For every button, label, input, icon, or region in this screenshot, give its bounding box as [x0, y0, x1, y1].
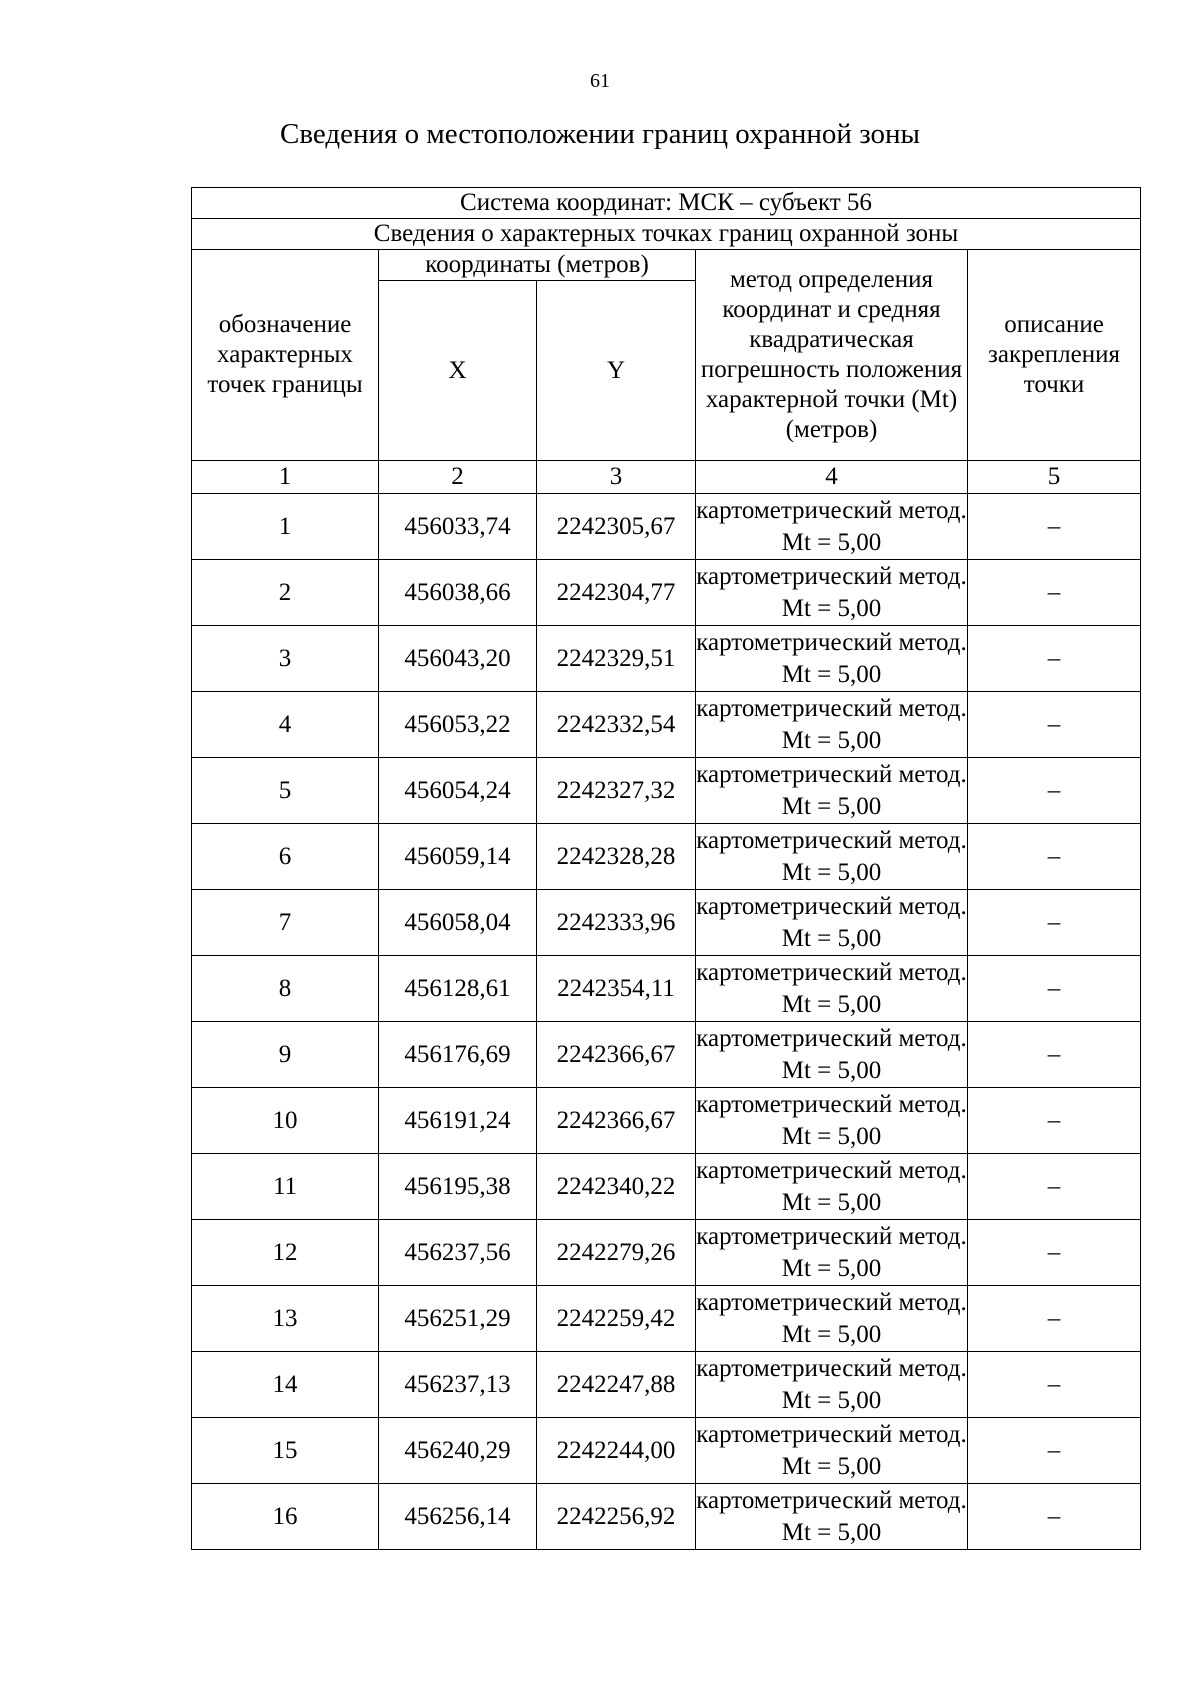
method-cell: картометрический метод. Mt = 5,00 [696, 626, 968, 692]
coordinates-table [191, 187, 1141, 1550]
description-cell: – [968, 824, 1141, 890]
description-cell: – [968, 956, 1141, 1022]
header-point: обозначение характерных точек границы [192, 250, 379, 461]
page-number: 61 [590, 70, 610, 92]
y-coordinate-cell: 2242305,67 [537, 494, 696, 560]
point-cell: 12 [192, 1220, 379, 1286]
y-coordinate-cell: 2242366,67 [537, 1022, 696, 1088]
description-cell: – [968, 1286, 1141, 1352]
point-cell: 15 [192, 1418, 379, 1484]
method-cell: картометрический метод. Mt = 5,00 [696, 1286, 968, 1352]
x-coordinate-cell: 456251,29 [379, 1286, 537, 1352]
table-row [192, 1088, 1141, 1154]
method-cell: картометрический метод. Mt = 5,00 [696, 1352, 968, 1418]
table-row [192, 1286, 1141, 1352]
table-row [192, 626, 1141, 692]
x-coordinate-cell: 456033,74 [379, 494, 537, 560]
column-number: 5 [968, 461, 1141, 494]
table-row [192, 824, 1141, 890]
x-coordinate-cell: 456195,38 [379, 1154, 537, 1220]
description-cell: – [968, 1154, 1141, 1220]
description-cell: – [968, 494, 1141, 560]
x-coordinate-cell: 456191,24 [379, 1088, 537, 1154]
table-row [192, 1220, 1141, 1286]
header-description: описание закрепления точки [968, 250, 1141, 461]
page-title: Сведения о местоположении границ охранной зоны [279, 118, 920, 150]
point-cell: 5 [192, 758, 379, 824]
system-caption-row [192, 188, 1141, 219]
y-coordinate-cell: 2242247,88 [537, 1352, 696, 1418]
x-coordinate-cell: 456043,20 [379, 626, 537, 692]
description-cell: – [968, 692, 1141, 758]
point-cell: 4 [192, 692, 379, 758]
method-cell: картометрический метод. Mt = 5,00 [696, 1022, 968, 1088]
description-cell: – [968, 1088, 1141, 1154]
method-cell: картометрический метод. Mt = 5,00 [696, 758, 968, 824]
method-cell: картометрический метод. Mt = 5,00 [696, 824, 968, 890]
description-cell: – [968, 1484, 1141, 1550]
point-cell: 2 [192, 560, 379, 626]
x-coordinate-cell: 456059,14 [379, 824, 537, 890]
method-cell: картометрический метод. Mt = 5,00 [696, 1220, 968, 1286]
header-row [192, 250, 1141, 281]
method-cell: картометрический метод. Mt = 5,00 [696, 1418, 968, 1484]
coordinate-system-caption: Система координат: МСК – субъект 56 [192, 188, 1141, 219]
point-cell: 10 [192, 1088, 379, 1154]
y-coordinate-cell: 2242366,67 [537, 1088, 696, 1154]
header-method: метод определения координат и средняя квадратическая погрешность положения характерной точки (Mt) (метров) [696, 250, 968, 461]
table-row [192, 1418, 1141, 1484]
y-coordinate-cell: 2242327,32 [537, 758, 696, 824]
description-cell: – [968, 890, 1141, 956]
table-row [192, 890, 1141, 956]
method-cell: картометрический метод. Mt = 5,00 [696, 1484, 968, 1550]
method-cell: картометрический метод. Mt = 5,00 [696, 1154, 968, 1220]
table-row [192, 1022, 1141, 1088]
x-coordinate-cell: 456237,13 [379, 1352, 537, 1418]
x-coordinate-cell: 456058,04 [379, 890, 537, 956]
x-coordinate-cell: 456053,22 [379, 692, 537, 758]
column-number-row [192, 461, 1141, 494]
table-row [192, 1154, 1141, 1220]
column-number: 1 [192, 461, 379, 494]
method-cell: картометрический метод. Mt = 5,00 [696, 560, 968, 626]
y-coordinate-cell: 2242279,26 [537, 1220, 696, 1286]
x-coordinate-cell: 456256,14 [379, 1484, 537, 1550]
point-cell: 3 [192, 626, 379, 692]
header-coordinates: координаты (метров) [379, 250, 696, 281]
point-cell: 6 [192, 824, 379, 890]
method-cell: картометрический метод. Mt = 5,00 [696, 956, 968, 1022]
table-row [192, 560, 1141, 626]
description-cell: – [968, 758, 1141, 824]
y-coordinate-cell: 2242340,22 [537, 1154, 696, 1220]
y-coordinate-cell: 2242244,00 [537, 1418, 696, 1484]
y-coordinate-cell: 2242333,96 [537, 890, 696, 956]
y-coordinate-cell: 2242354,11 [537, 956, 696, 1022]
method-cell: картометрический метод. Mt = 5,00 [696, 494, 968, 560]
table-row [192, 1484, 1141, 1550]
description-cell: – [968, 1220, 1141, 1286]
column-number: 2 [379, 461, 537, 494]
y-coordinate-cell: 2242259,42 [537, 1286, 696, 1352]
table-row [192, 956, 1141, 1022]
table-row [192, 1352, 1141, 1418]
y-coordinate-cell: 2242304,77 [537, 560, 696, 626]
method-cell: картометрический метод. Mt = 5,00 [696, 1088, 968, 1154]
x-coordinate-cell: 456240,29 [379, 1418, 537, 1484]
description-cell: – [968, 626, 1141, 692]
description-cell: – [968, 560, 1141, 626]
table-row [192, 494, 1141, 560]
x-coordinate-cell: 456237,56 [379, 1220, 537, 1286]
header-x: X [379, 281, 537, 461]
y-coordinate-cell: 2242329,51 [537, 626, 696, 692]
point-cell: 8 [192, 956, 379, 1022]
point-cell: 13 [192, 1286, 379, 1352]
points-caption: Сведения о характерных точках границ охранной зоны [192, 219, 1141, 250]
description-cell: – [968, 1022, 1141, 1088]
method-cell: картометрический метод. Mt = 5,00 [696, 692, 968, 758]
point-cell: 9 [192, 1022, 379, 1088]
method-cell: картометрический метод. Mt = 5,00 [696, 890, 968, 956]
x-coordinate-cell: 456038,66 [379, 560, 537, 626]
description-cell: – [968, 1352, 1141, 1418]
header-y: Y [537, 281, 696, 461]
points-caption-row [192, 219, 1141, 250]
point-cell: 11 [192, 1154, 379, 1220]
description-cell: – [968, 1418, 1141, 1484]
x-coordinate-cell: 456128,61 [379, 956, 537, 1022]
point-cell: 1 [192, 494, 379, 560]
x-coordinate-cell: 456176,69 [379, 1022, 537, 1088]
y-coordinate-cell: 2242328,28 [537, 824, 696, 890]
y-coordinate-cell: 2242256,92 [537, 1484, 696, 1550]
table-row [192, 692, 1141, 758]
point-cell: 7 [192, 890, 379, 956]
y-coordinate-cell: 2242332,54 [537, 692, 696, 758]
point-cell: 16 [192, 1484, 379, 1550]
column-number: 3 [537, 461, 696, 494]
table-row [192, 758, 1141, 824]
x-coordinate-cell: 456054,24 [379, 758, 537, 824]
column-number: 4 [696, 461, 968, 494]
point-cell: 14 [192, 1352, 379, 1418]
